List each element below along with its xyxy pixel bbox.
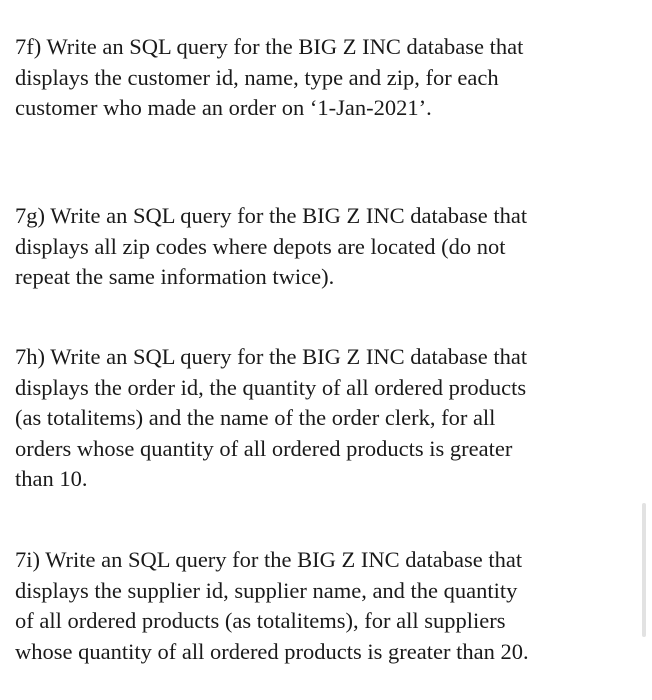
question-7i (15, 545, 615, 667)
question-line: 7g) Write an SQL query for the BIG Z INC database that (15, 203, 528, 228)
question-7h (15, 342, 615, 495)
question-line: 7h) Write an SQL query for the BIG Z INC database that (15, 344, 528, 369)
question-line: of all ordered products (as totalitems), for all suppliers (15, 608, 506, 633)
question-7f (15, 32, 615, 124)
question-7g (15, 201, 615, 293)
question-line: displays the supplier id, supplier name, and the quantity (15, 577, 518, 603)
question-line: orders whose quantity of all ordered products is greater (15, 435, 513, 461)
question-line: (as totalitems) and the name of the order clerk, for all (15, 405, 496, 430)
question-line: whose quantity of all ordered products is greater than 20. (15, 638, 529, 664)
question-line: than 10. (15, 466, 88, 491)
question-line: customer who made an order on ‘1-Jan-2021’. (15, 95, 432, 120)
question-line: 7i) Write an SQL query for the BIG Z INC database that (15, 547, 523, 572)
question-line: displays the order id, the quantity of all ordered products (15, 374, 527, 400)
question-line: displays all zip codes where depots are located (do not (15, 233, 506, 259)
scrollbar-thumb[interactable] (642, 503, 646, 637)
question-line: repeat the same information twice). (15, 264, 335, 289)
question-line: 7f) Write an SQL query for the BIG Z INC database that (15, 34, 524, 59)
question-line: displays the customer id, name, type and zip, for each (15, 64, 499, 90)
